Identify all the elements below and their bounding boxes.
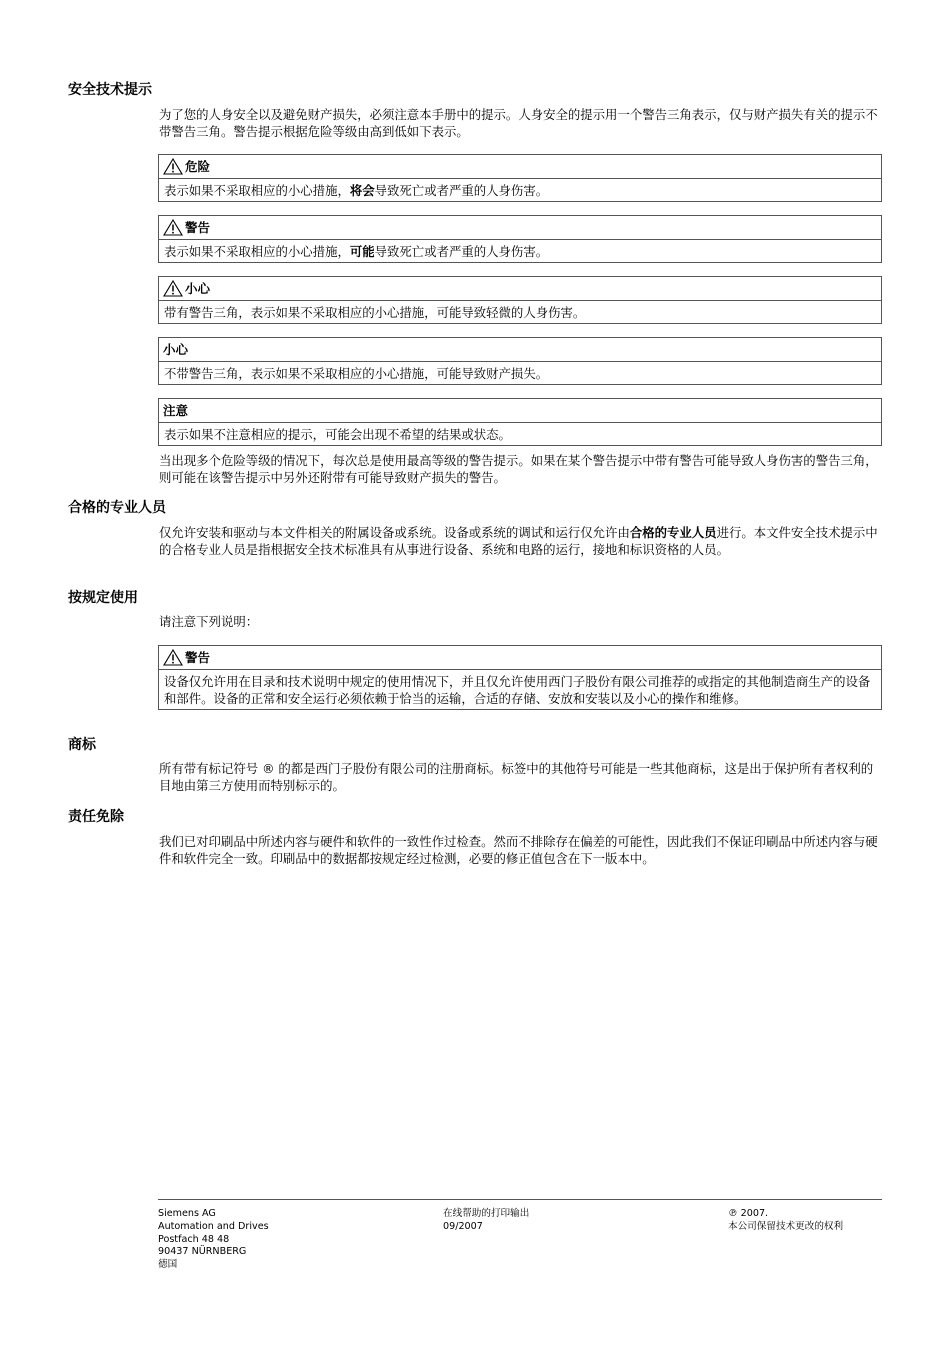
notice-box [158, 398, 882, 446]
qualified-text-post: 进行。本文件安全技术提示中的合格专业人员是指根据安全技术标准具有从事进行设备、系统和电路的运行，接地和标识资格的人员。 [159, 525, 878, 557]
footer-address-line: Automation and Drives [158, 1220, 269, 1232]
safety-intro: 为了您的人身安全以及避免财产损失，必须注意本手册中的提示。人身安全的提示用一个警告三角表示，仅与财产损失有关的提示不带警告三角。警告提示根据危险等级由高到低如下表示。 [159, 107, 878, 139]
danger-text-pre: 表示如果不采取相应的小心措施， [164, 183, 350, 198]
section-title-intended-use: 按规定使用 [68, 590, 138, 606]
danger-title: 危险 [185, 158, 211, 174]
disclaimer-text: 我们已对印刷品中所述内容与硬件和软件的一致性作过检查。然而不排除存在偏差的可能性，因此我们不保证印刷品中所述内容与硬件和软件完全一致。印刷品中的数据都按规定经过检测，必要的修正值包含在下一版本中。 [159, 834, 878, 866]
section-title-safety: 安全技术提示 [68, 82, 152, 98]
caution-triangle-box-header [159, 277, 881, 301]
warning-title: 警告 [185, 219, 211, 235]
intended-use-warning-title: 警告 [185, 649, 211, 665]
safety-outro: 当出现多个危险等级的情况下，每次总是使用最高等级的警告提示。如果在某个警告提示中带有警告可能导致人身伤害的警告三角，则可能在该警告提示中另外还附带有可能导致财产损失的警告。 [159, 453, 878, 485]
caution-triangle-box [158, 276, 882, 324]
intended-use-intro: 请注意下列说明： [159, 614, 259, 629]
section-title-disclaimer: 责任免除 [68, 809, 124, 825]
danger-text-post: 导致死亡或者严重的人身伤害。 [374, 183, 549, 198]
danger-box-header [159, 155, 881, 179]
warning-triangle-icon [163, 649, 183, 666]
warning-text-bold: 可能 [349, 244, 375, 259]
footer-middle [443, 1208, 529, 1234]
footer-right [728, 1208, 843, 1234]
footer-address-line: 德国 [158, 1259, 178, 1271]
danger-text-bold: 将会 [349, 183, 375, 198]
warning-box [158, 215, 882, 263]
intended-use-warning-header [159, 646, 881, 670]
intended-use-warning-box [158, 645, 882, 710]
warning-box-header [159, 216, 881, 240]
warning-triangle-icon [163, 280, 183, 297]
footer-address [158, 1208, 269, 1272]
qualified-text [159, 524, 881, 558]
footer-middle-line: 在线帮助的打印输出 [443, 1208, 530, 1219]
danger-text [159, 179, 881, 201]
section-title-qualified: 合格的专业人员 [68, 500, 166, 516]
footer-rights-reserved: 本公司保留技术更改的权利 [728, 1220, 844, 1232]
warning-triangle-icon [163, 158, 183, 175]
caution-title: 小心 [163, 341, 189, 357]
warning-text-pre: 表示如果不采取相应的小心措施， [164, 244, 350, 259]
intended-use-warning-text: 设备仅允许用在目录和技术说明中规定的使用情况下，并且仅允许使用西门子股份有限公司推荐的或指定的其他制造商生产的设备和部件。设备的正常和安全运行必须依赖于恰当的运输，合适的存储、安放和安装以及小心的操作和维修。 [164, 674, 871, 706]
notice-title: 注意 [163, 402, 189, 418]
footer-address-line: Postfach 48 48 [158, 1233, 230, 1245]
caution-triangle-text: 带有警告三角，表示如果不采取相应的小心措施，可能导致轻微的人身伤害。 [164, 305, 586, 320]
footer-address-line: 90437 NÜRNBERG [158, 1246, 247, 1258]
caution-text: 不带警告三角，表示如果不采取相应的小心措施，可能导致财产损失。 [164, 366, 549, 381]
footer-address-line: Siemens AG [158, 1208, 216, 1219]
notice-box-header [159, 399, 881, 423]
qualified-text-bold: 合格的专业人员 [629, 525, 717, 540]
caution-box [158, 337, 882, 385]
qualified-text-pre: 仅允许安装和驱动与本文件相关的附属设备或系统。设备或系统的调试和运行仅允许由 [159, 525, 630, 540]
danger-box [158, 154, 882, 202]
footer-divider [158, 1199, 882, 1200]
footer-copyright: ℗ 2007. [728, 1208, 769, 1219]
warning-text [159, 240, 881, 262]
warning-triangle-icon [163, 219, 183, 236]
footer-middle-line: 09/2007 [443, 1220, 483, 1232]
caution-triangle-title: 小心 [185, 280, 211, 296]
notice-text: 表示如果不注意相应的提示，可能会出现不希望的结果或状态。 [164, 427, 511, 442]
trademarks-text: 所有带有标记符号 ® 的都是西门子股份有限公司的注册商标。标签中的其他符号可能是一些其他商标，这是出于保护所有者权利的 目地由第三方使用而特别标示的。 [159, 761, 874, 793]
warning-text-post: 导致死亡或者严重的人身伤害。 [374, 244, 549, 259]
section-title-trademarks: 商标 [68, 737, 96, 753]
caution-box-header [159, 338, 881, 362]
